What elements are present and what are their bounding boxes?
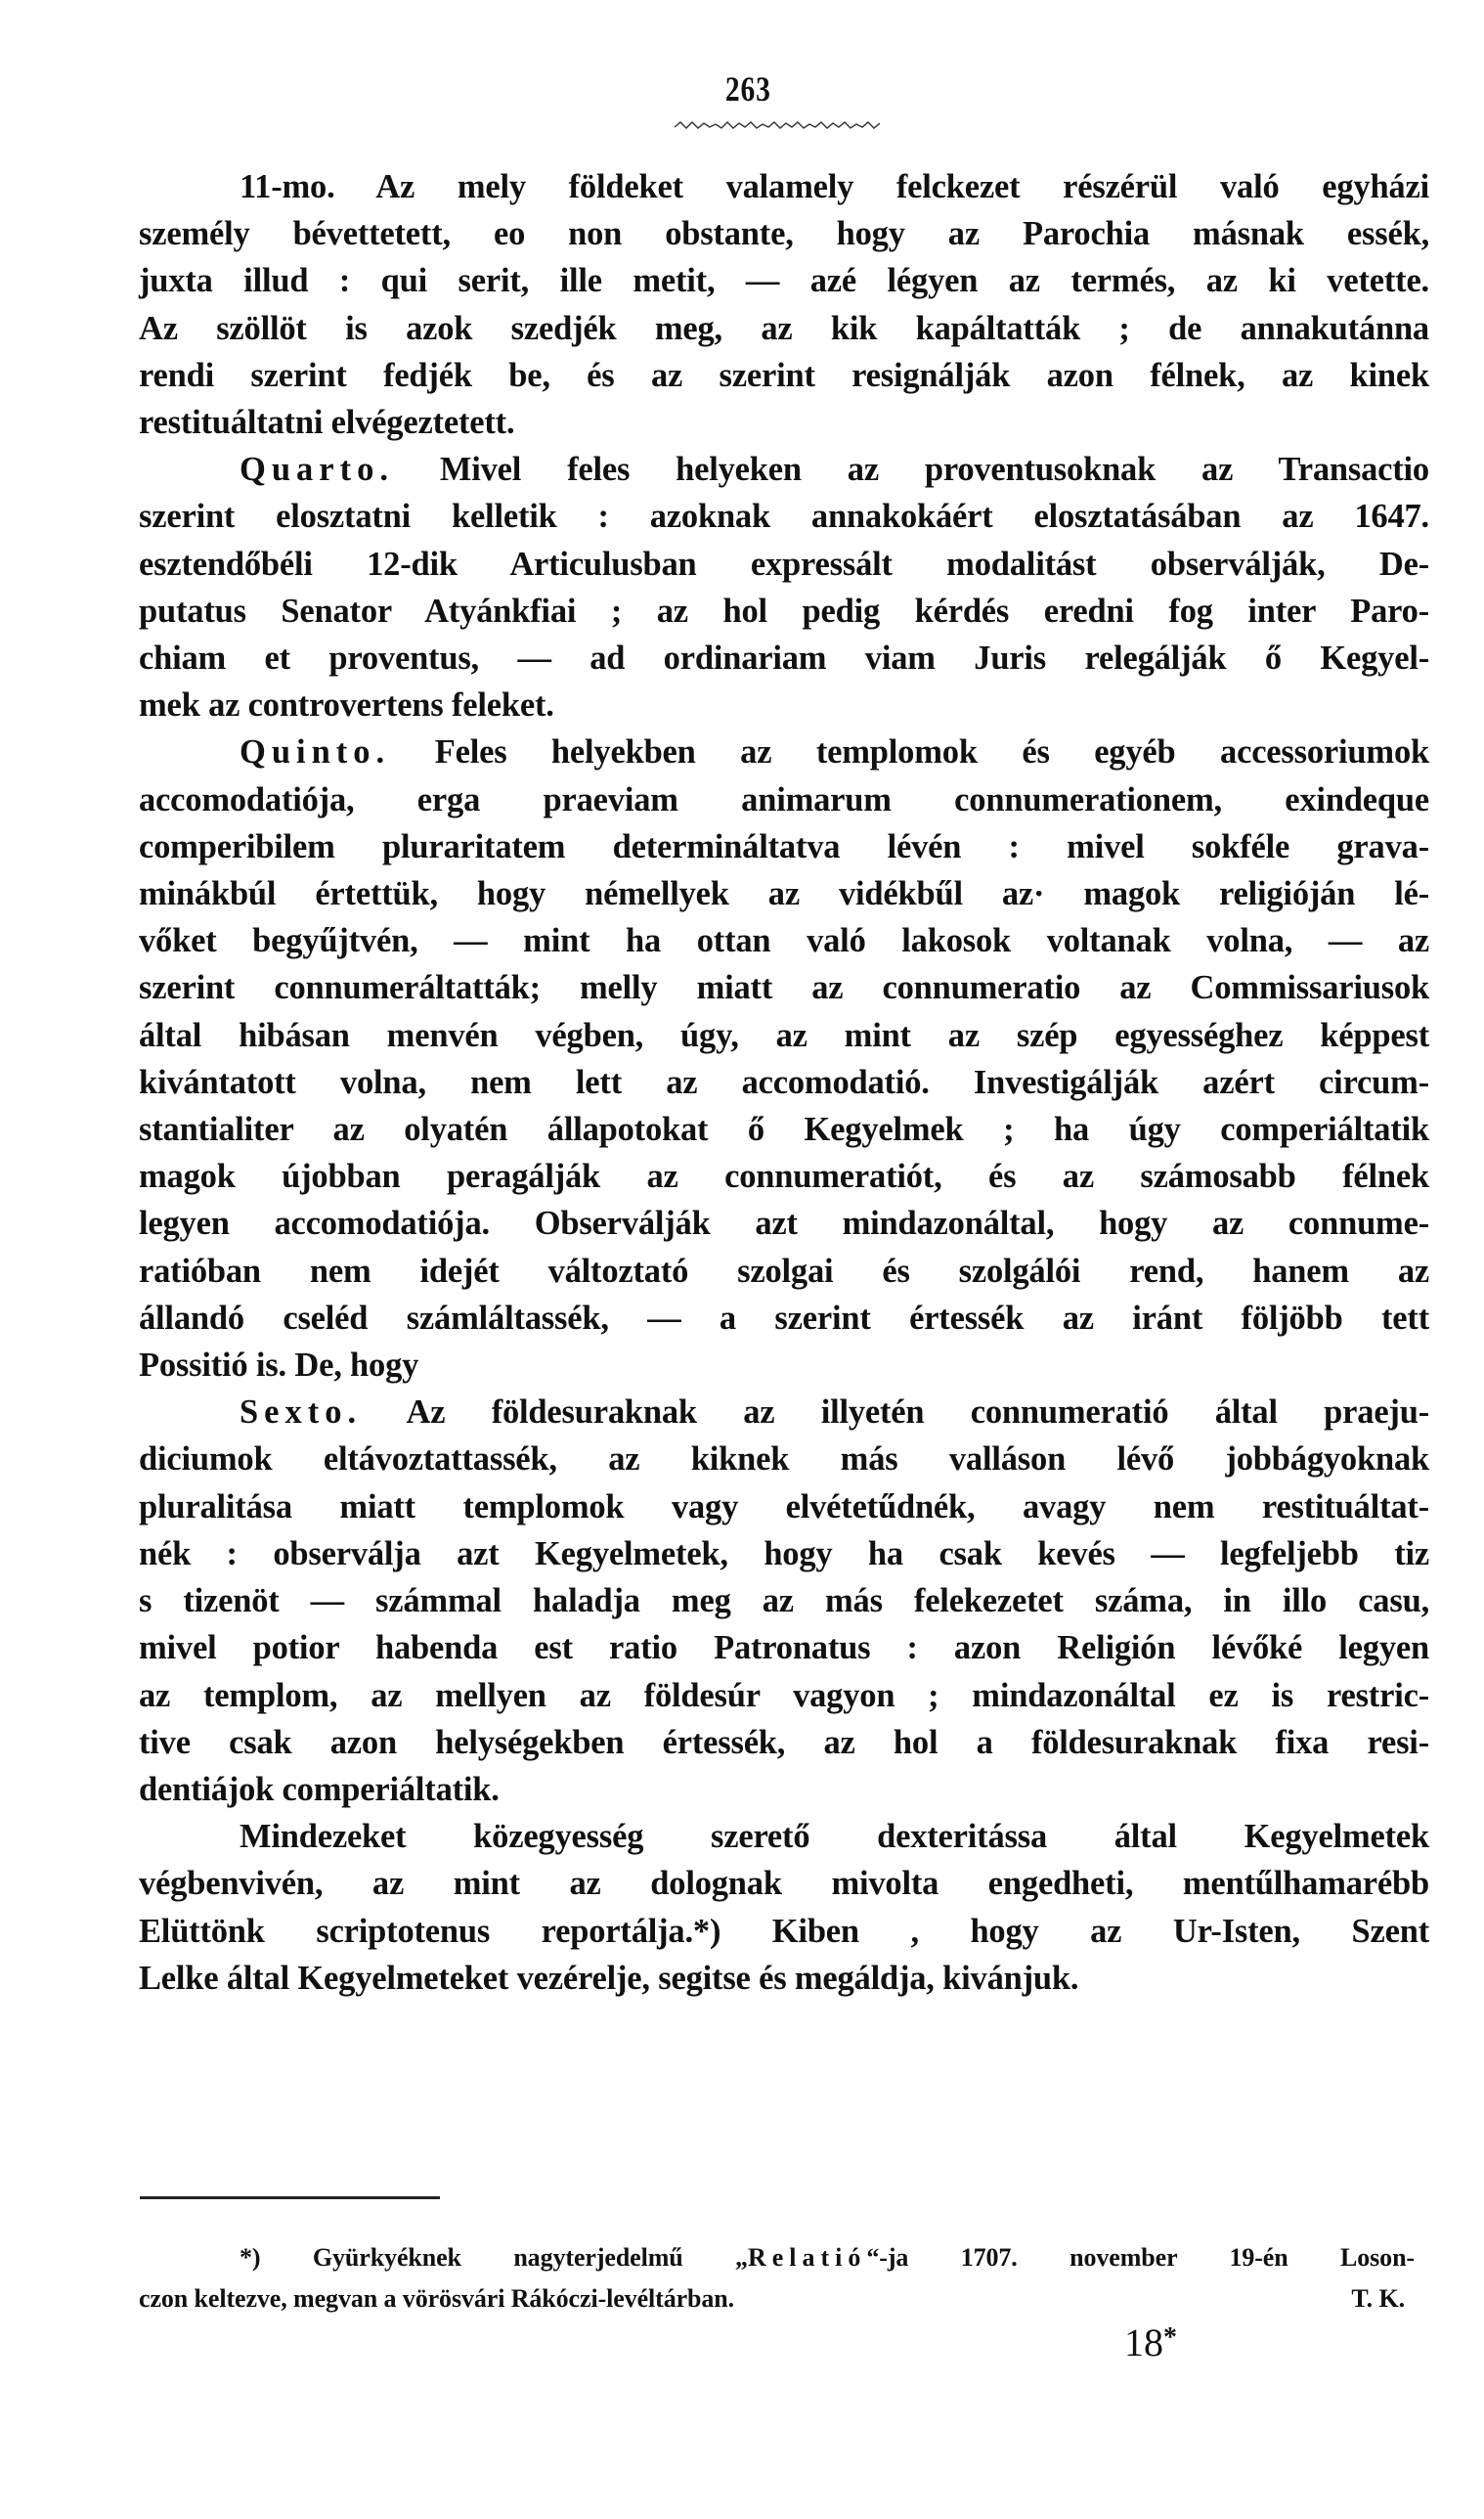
- section-label: Quarto.: [240, 451, 394, 489]
- text-line: putatus Senator Atyánkfiai ; az hol pedig kérdés eredni fog inter Paro-: [139, 592, 1429, 630]
- wavy-ornament-icon: [675, 119, 880, 131]
- text-line: vőket begyűjtvén, — mint ha ottan való lakosok voltanak volna, — az: [139, 922, 1429, 960]
- text-fragment: Mivel feles helyeken az proventusoknak az Transactio: [439, 451, 1429, 489]
- text-line: mivel potior habenda est ratio Patronatus : azon Religión lévőké legyen: [139, 1629, 1429, 1667]
- page-number: 263: [724, 69, 771, 109]
- text-line: ratióban nem idejét változtató szolgai és szolgálói rend, hanem az: [139, 1252, 1429, 1290]
- footnote-divider: [140, 2196, 440, 2199]
- footnote-text: czon keltezve, megvan a vörösvári Rákóczi-levéltárban.: [139, 2284, 735, 2313]
- text-line: s tizenöt — számmal haladja meg az más felekezetet száma, in illo casu,: [139, 1582, 1429, 1620]
- paragraph-quinto: [139, 729, 1429, 1389]
- signature-number: 18: [1124, 2320, 1163, 2364]
- text-line: accomodatiója, erga praeviam animarum connumerationem, exindeque: [139, 780, 1429, 818]
- footnote-signature: T. K.: [1351, 2284, 1405, 2313]
- text-line: Elüttönk scriptotenus reportálja.*) Kiben , hogy az Ur-Isten, Szent: [139, 1912, 1429, 1950]
- text-line: végbenvivén, az mint az dolognak mivolta engedheti, mentűlhamarébb: [139, 1865, 1429, 1903]
- text-line: Lelke által Kegyelmeteket vezérelje, segitse és megáldja, kivánjuk.: [139, 1959, 1079, 1997]
- text-line: chiam et proventus, — ad ordinariam viam Juris relegálják ő Kegyel-: [139, 640, 1429, 678]
- text-line: által hibásan menvén végben, úgy, az mint az szép egyességhez képpest: [139, 1016, 1429, 1054]
- footnote: [139, 2237, 1415, 2320]
- text-line: kivántatott volna, nem lett az accomodatió. Investigálják azért circum-: [139, 1063, 1429, 1101]
- text-line: restituáltatni elvégeztetett.: [139, 404, 515, 442]
- text-line: stantialiter az olyatén állapotokat ő Kegyelmek ; ha úgy comperiáltatik: [139, 1111, 1429, 1149]
- text-line: állandó cseléd számláltassék, — a szerint értessék az iránt följöbb tett: [139, 1299, 1429, 1337]
- signature-mark: [1124, 2320, 1177, 2365]
- footnote-line: [139, 2278, 1415, 2320]
- text-line: az templom, az mellyen az földesúr vagyon ; mindazonáltal ez is restric-: [139, 1676, 1429, 1714]
- footnote-marker: *): [240, 2243, 261, 2272]
- section-label: Sexto.: [240, 1393, 363, 1432]
- text-line: magok újobban peragálják az connumeratiót, és az számosabb félnek: [139, 1158, 1429, 1196]
- text-line: [139, 729, 1429, 775]
- text-line: szerint elosztatni kelletik : azoknak annakokáért elosztatásában az 1647.: [139, 498, 1429, 536]
- footnote-text: Gyürkyéknek nagyterjedelmű „: [312, 2243, 748, 2272]
- text-fragment: Feles helyekben az templomok és egyéb accessoriumok: [434, 733, 1429, 772]
- text-line: szerint connumeráltatták; melly miatt az connumeratio az Commissariusok: [139, 969, 1429, 1007]
- text-line: diciumok eltávoztattassék, az kiknek más valláson lévő jobbágyoknak: [139, 1440, 1429, 1479]
- text-line: minákbúl értettük, hogy némellyek az vidékbűl az· magok religióján lé-: [139, 875, 1429, 913]
- signature-star: *: [1163, 2322, 1177, 2353]
- text-line: juxta illud : qui serit, ille metit, — azé légyen az termés, az ki vetette.: [139, 262, 1429, 300]
- text-line: dentiájok comperiáltatik.: [139, 1770, 500, 1808]
- text-line: [139, 446, 1429, 493]
- text-line: nék : observálja azt Kegyelmetek, hogy ha csak kevés — legfeljebb tiz: [139, 1534, 1429, 1572]
- text-line: legyen accomodatiója. Observálják azt mindazonáltal, hogy az connume-: [139, 1205, 1429, 1243]
- body-text: [139, 163, 1429, 2002]
- text-line: mek az controvertens feleket.: [139, 686, 554, 725]
- text-line: rendi szerint fedjék be, és az szerint resignálják azon félnek, az kinek: [139, 356, 1429, 394]
- footnote-text: “-ja 1707. november 19-én Loson-: [866, 2243, 1415, 2272]
- paragraph-11-mo: [139, 163, 1429, 446]
- section-label: Quinto.: [240, 733, 391, 772]
- paragraph-quarto: [139, 446, 1429, 729]
- footnote-line: [139, 2237, 1415, 2278]
- text-line: Az szöllöt is azok szedjék meg, az kik kapáltatták ; de annakutánna: [139, 309, 1429, 347]
- text-line: 11-mo. Az mely földeket valamely felckezet részérül való egyházi: [240, 168, 1429, 205]
- paragraph-sexto: [139, 1389, 1429, 1813]
- paragraph-closing: [139, 1813, 1429, 2002]
- text-line: [139, 1389, 1429, 1436]
- text-line: Possitió is. De, hogy: [139, 1347, 419, 1385]
- text-line: esztendőbéli 12-dik Articulusban expressált modalitást observálják, De-: [139, 545, 1429, 583]
- text-line: comperibilem pluraritatem determináltatva lévén : mivel sokféle grava-: [139, 827, 1429, 865]
- text-line: Mindezeket közegyesség szerető dexteritássa által Kegyelmetek: [240, 1818, 1429, 1856]
- text-line: tive csak azon helységekben értessék, az hol a földesuraknak fixa resi-: [139, 1723, 1429, 1761]
- text-fragment: Az földesuraknak az illyetén connumeratió által praeju-: [406, 1393, 1429, 1432]
- footnote-title: Relatió: [747, 2243, 867, 2272]
- text-line: személy bévettetett, eo non obstante, hogy az Parochia másnak essék,: [139, 215, 1429, 253]
- text-line: pluralitása miatt templomok vagy elvétetűdnék, avagy nem restituáltat-: [139, 1487, 1429, 1525]
